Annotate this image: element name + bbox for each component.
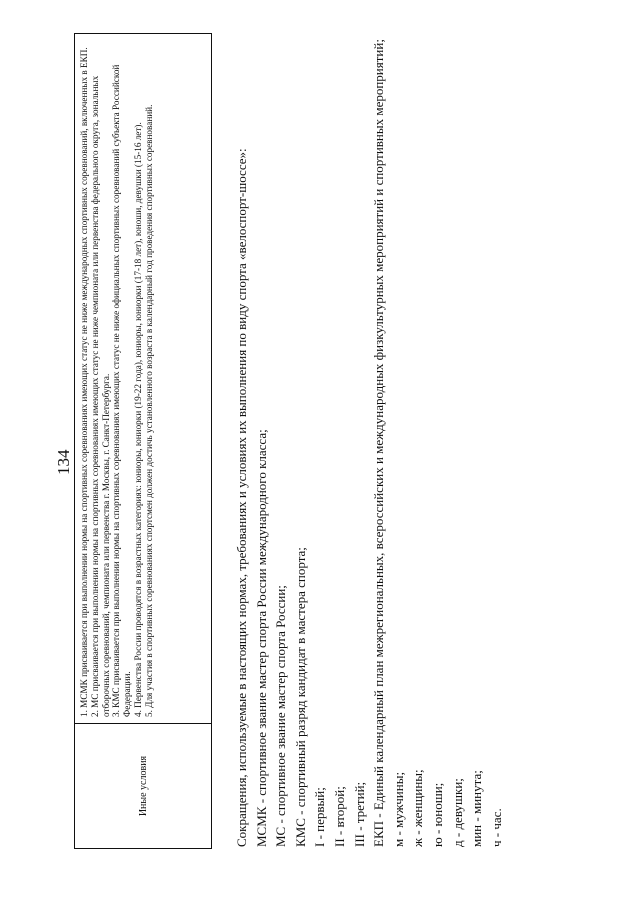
abbreviation-item: д - девушки;: [449, 778, 465, 847]
abbreviations-block: [232, 17, 506, 847]
conditions-label: Иные условия: [75, 724, 212, 849]
abbreviations-heading: Сокращения, используемые в настоящих нормах, требованиях и условиях их выполнения по виду спорта «велоспорт-шоссе»:: [234, 148, 249, 847]
abbreviation-item: ЕКП - Единый календарный план межрегиональных, всероссийских и международных физкультурных мероприятий и спортивных мероприятий;: [371, 39, 387, 847]
conditions-table: [74, 33, 212, 849]
abbreviation-item: ч - час.: [488, 808, 504, 847]
page-number: 134: [54, 449, 73, 475]
abbreviation-item: ж - женщины;: [410, 769, 426, 847]
conditions-text: [75, 34, 212, 724]
abbreviation-item: I - первый;: [312, 787, 328, 847]
condition-item: 4. Первенства России проводятся в возрастных категориях: юниоры, юниорки (19-22 года), юниоры, юниорки (17-18 лет), юноши, девушки (15-16 лет).: [132, 122, 143, 717]
abbreviation-item: МСМК - спортивное звание мастер спорта России международного класса;: [253, 429, 269, 847]
abbreviation-item: м - мужчины;: [390, 771, 406, 847]
condition-item: 2. МС присваивается при выполнении нормы на спортивных соревнованиях имеющих статус не ниже чемпионата или первенства федерального округа, зональных отборочных соревнований, чемпионата или первенства г. Москвы, г. Санкт-Петербурга.: [89, 75, 111, 717]
condition-item: 5. Для участия в спортивных соревнованиях спортсмен должен достичь установленного возраста в календарный год проведения спортивных соревнований.: [143, 104, 154, 717]
abbreviation-item: мин - минута;: [469, 770, 485, 847]
abbreviation-item: III - третий;: [351, 781, 367, 847]
condition-item: 3. КМС присваивается при выполнении нормы на спортивных соревнованиях имеющих статус не ниже официальных спортивных соревнований субъекта Российской Федерации.: [111, 64, 133, 717]
abbreviation-item: КМС - спортивный разряд кандидат в мастера спорта;: [292, 547, 308, 847]
abbreviation-item: ю - юноши;: [429, 782, 445, 847]
abbreviation-item: МС - спортивное звание мастер спорта России;: [273, 585, 289, 847]
abbreviation-item: II - второй;: [331, 786, 347, 847]
table-row: [75, 34, 212, 849]
condition-item: 1. МСМК присваивается при выполнении нормы на спортивных соревнованиях имеющих статус не ниже международных спортивных соревнований, включенных в ЕКП.: [79, 47, 89, 717]
